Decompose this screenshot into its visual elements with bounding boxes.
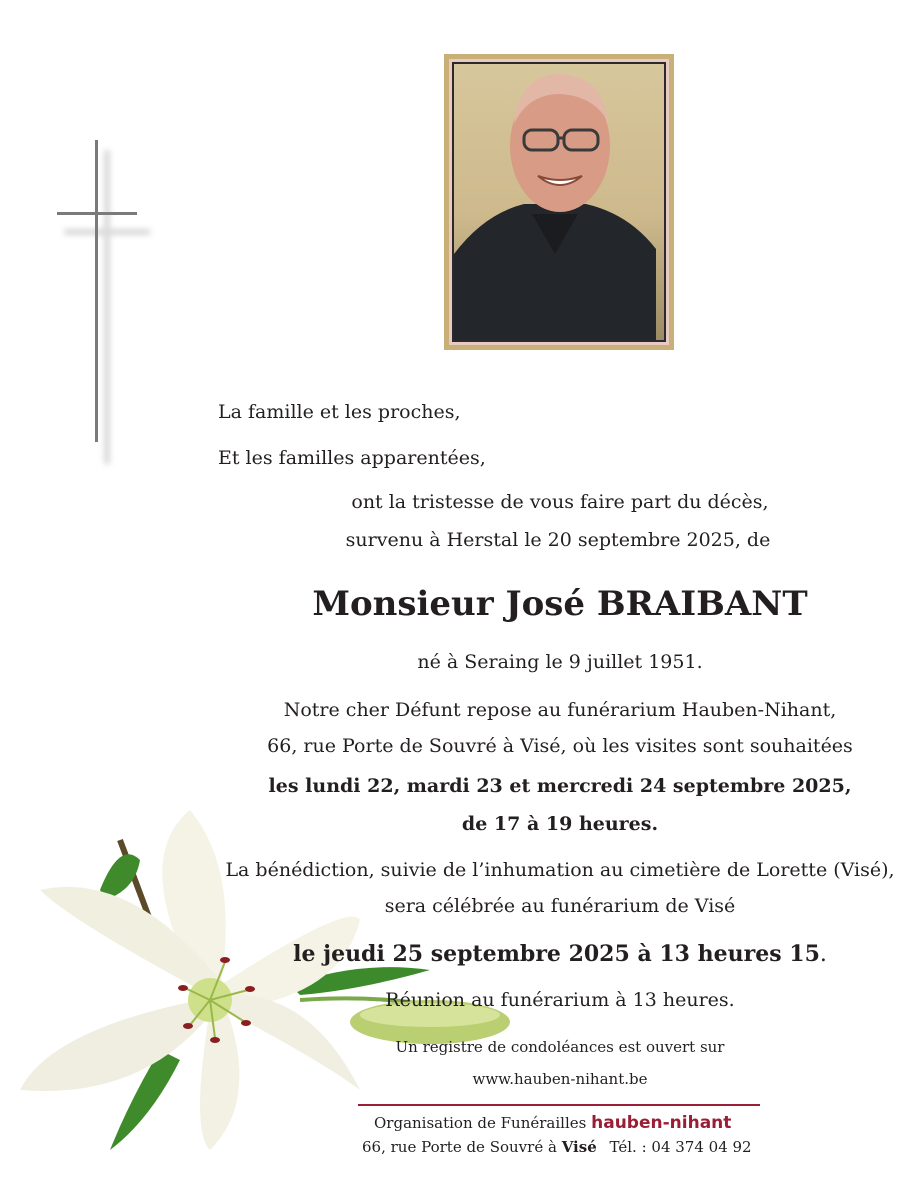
- intro-related-families: Et les familles apparentées,: [218, 447, 486, 469]
- ceremony-date: [240, 940, 880, 969]
- footer-organisation: [374, 1112, 731, 1134]
- intro-family: La famille et les proches,: [218, 401, 461, 423]
- portrait-photo: [454, 64, 664, 340]
- ceremony-date-text: le jeudi 25 septembre 2025 à 13 heures 15: [293, 941, 820, 967]
- intro-announcement: ont la tristesse de vous faire part du décès,: [351, 491, 769, 513]
- footer-city: Visé: [561, 1138, 597, 1156]
- footer-divider: [358, 1104, 760, 1106]
- visit-line-2: 66, rue Porte de Souvré à Visé, où les visites sont souhaitées: [267, 735, 853, 757]
- condolences-website[interactable]: www.hauben-nihant.be: [472, 1070, 648, 1088]
- portrait-frame: [444, 54, 674, 350]
- footer-address-prefix: 66, rue Porte de Souvré à: [362, 1138, 557, 1156]
- funeral-home-logo: hauben-nihant: [591, 1113, 732, 1133]
- ceremony-gathering: Réunion au funérarium à 13 heures.: [385, 989, 735, 1011]
- intro-death-place-date: survenu à Herstal le 20 septembre 2025, de: [345, 529, 771, 551]
- footer-phone: Tél. : 04 374 04 92: [609, 1138, 752, 1156]
- visit-dates: les lundi 22, mardi 23 et mercredi 24 septembre 2025,: [268, 775, 852, 797]
- ceremony-line-2: sera célébrée au funérarium de Visé: [384, 895, 736, 917]
- condolences-notice: Un registre de condoléances est ouvert sur: [395, 1038, 725, 1056]
- ceremony-date-period: .: [819, 942, 827, 967]
- visit-line-1: Notre cher Défunt repose au funérarium Hauben-Nihant,: [283, 699, 837, 721]
- ceremony-line-1: La bénédiction, suivie de l’inhumation au cimetière de Lorette (Visé),: [225, 859, 895, 881]
- footer-org-prefix: Organisation de Funérailles: [374, 1114, 587, 1132]
- deceased-name: Monsieur José BRAIBANT: [312, 584, 808, 624]
- footer-address: [362, 1136, 752, 1158]
- deceased-birth: né à Seraing le 9 juillet 1951.: [417, 651, 703, 673]
- visit-hours: de 17 à 19 heures.: [461, 813, 659, 835]
- lily-flower-illustration: [10, 800, 530, 1160]
